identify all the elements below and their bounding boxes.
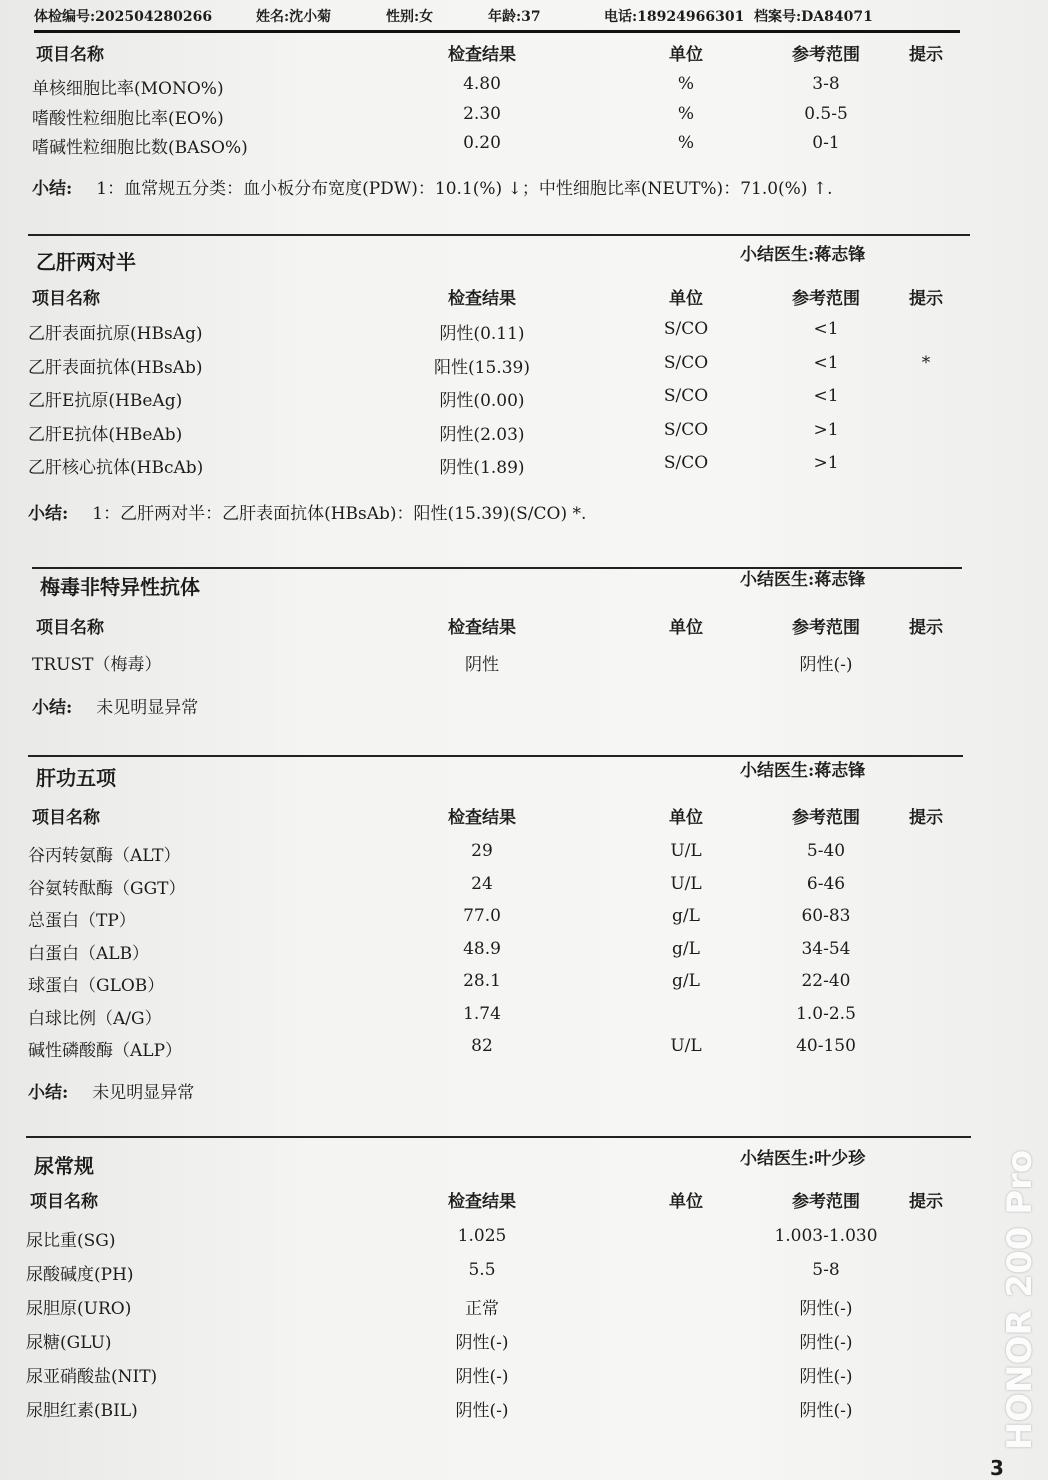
item-name: 单核细胞比率(MONO%) (32, 79, 224, 99)
item-range: 0-1 (812, 133, 840, 153)
item-name: 乙肝核心抗体(HBcAb) (28, 458, 204, 478)
item-range: 22-40 (801, 971, 851, 991)
column-header-result: 检查结果 (448, 808, 516, 828)
item-unit: U/L (670, 841, 702, 861)
item-result: 0.20 (463, 133, 501, 153)
camera-watermark: HONOR 200 Pro (1000, 1149, 1040, 1451)
column-header-range: 参考范围 (792, 1192, 860, 1212)
table-row (0, 1396, 1048, 1424)
section-summary (28, 499, 586, 524)
item-result: 1.74 (463, 1003, 501, 1024)
item-range: <1 (813, 319, 839, 339)
item-result: 阴性(0.11) (439, 324, 525, 344)
table-row (0, 906, 1048, 934)
summary-text: 未见明显异常 (92, 1083, 195, 1103)
column-header-result: 检查结果 (448, 618, 516, 638)
item-result: 阳性(15.39) (434, 357, 530, 378)
item-name: 乙肝表面抗原(HBsAg) (28, 324, 203, 344)
doctor-name: 蒋志锋 (814, 570, 866, 590)
item-range: 5-8 (812, 1260, 840, 1280)
doctor-label: 小结医生: (740, 245, 815, 265)
column-header-result: 检查结果 (448, 289, 516, 309)
item-result: 28.1 (463, 971, 501, 991)
item-name: 嗜碱性粒细胞比数(BASO%) (32, 138, 248, 158)
item-range: <1 (813, 386, 839, 406)
item-unit: S/CO (663, 319, 709, 339)
column-header-name: 项目名称 (30, 1192, 98, 1212)
doctor-label: 小结医生: (740, 570, 815, 590)
summary-doctor (740, 240, 865, 265)
column-header-name: 项目名称 (36, 618, 104, 638)
section-title: 梅毒非特异性抗体 (40, 575, 200, 599)
column-header-range: 参考范围 (792, 289, 860, 309)
item-name: 白球比例（A/G） (28, 1008, 162, 1029)
item-name: 尿胆红素(BIL) (26, 1401, 138, 1421)
item-unit: % (677, 133, 695, 153)
table-row (0, 841, 1048, 869)
item-name: 碱性磷酸酶（ALP） (28, 1041, 183, 1061)
item-range: 阴性(-) (799, 1401, 853, 1421)
item-range: >1 (813, 419, 839, 440)
patient-age: 年龄:37 (488, 9, 541, 25)
table-row (0, 319, 1048, 347)
summary-doctor (740, 1144, 865, 1169)
page-number: 3 (990, 1456, 1004, 1480)
item-range: 6-46 (806, 873, 846, 894)
column-header-range: 参考范围 (792, 618, 860, 638)
summary-label: 小结: (32, 698, 73, 718)
section-summary (28, 1078, 194, 1103)
table-row (0, 133, 1048, 161)
item-range: 阴性(-) (799, 1333, 853, 1353)
patient-sex: 性别:女 (386, 9, 434, 25)
summary-text: 未见明显异常 (96, 698, 199, 718)
column-header-range: 参考范围 (792, 45, 860, 65)
item-name: TRUST（梅毒） (32, 655, 162, 675)
item-result: 2.30 (463, 103, 501, 124)
column-header-unit: 单位 (669, 808, 703, 828)
item-result: 77.0 (463, 906, 501, 926)
table-row (0, 939, 1048, 967)
doctor-name: 蒋志锋 (814, 245, 866, 265)
table-row (0, 650, 1048, 678)
item-range: 40-150 (796, 1036, 856, 1056)
item-unit: S/CO (663, 352, 709, 373)
item-unit: S/CO (663, 453, 709, 473)
column-header-hint: 提示 (909, 289, 943, 309)
item-unit: U/L (670, 1036, 702, 1056)
table-row (0, 1004, 1048, 1032)
item-unit: U/L (670, 873, 702, 894)
column-header-hint: 提示 (909, 1192, 943, 1212)
item-range: 阴性(-) (799, 655, 853, 675)
item-name: 尿胆原(URO) (26, 1299, 132, 1319)
item-range: >1 (813, 453, 839, 473)
column-header-result: 检查结果 (448, 45, 516, 65)
item-name: 乙肝E抗体(HBeAb) (28, 424, 183, 445)
table-row (0, 971, 1048, 999)
item-result: 1.025 (457, 1226, 507, 1246)
table-row (0, 386, 1048, 414)
item-unit: g/L (672, 938, 700, 959)
doctor-label: 小结医生: (740, 761, 815, 781)
item-result: 48.9 (463, 938, 501, 959)
item-result: 阴性(-) (455, 1401, 509, 1421)
item-name: 球蛋白（GLOB） (28, 976, 165, 996)
section-summary (32, 693, 198, 718)
item-range: 1.003-1.030 (774, 1226, 878, 1246)
item-name: 乙肝E抗原(HBeAg) (28, 391, 183, 411)
column-header-name: 项目名称 (32, 808, 100, 828)
exam-number: 体检编号:202504280266 (34, 9, 213, 25)
item-name: 总蛋白（TP） (28, 911, 136, 931)
item-unit: g/L (672, 971, 700, 991)
section-title: 尿常规 (34, 1154, 94, 1178)
item-result: 阴性(-) (455, 1333, 509, 1353)
item-range: 60-83 (801, 906, 851, 926)
table-row (0, 1226, 1048, 1254)
column-header-name: 项目名称 (36, 45, 104, 65)
item-name: 尿糖(GLU) (26, 1333, 112, 1353)
item-range: 0.5-5 (804, 103, 848, 124)
summary-doctor (740, 756, 865, 781)
item-result: 阴性(-) (455, 1367, 509, 1387)
table-row (0, 1362, 1048, 1390)
table-row (0, 1328, 1048, 1356)
item-unit: S/CO (663, 386, 709, 406)
table-row (0, 874, 1048, 902)
table-row (0, 74, 1048, 102)
item-result: 阴性(0.00) (439, 391, 525, 411)
item-result: 5.5 (468, 1260, 496, 1280)
table-row (0, 1036, 1048, 1064)
item-name: 尿酸碱度(PH) (26, 1265, 134, 1285)
table-row (0, 420, 1048, 448)
item-name: 谷丙转氨酶（ALT） (28, 846, 181, 866)
item-result: 4.80 (463, 74, 501, 94)
patient-phone: 电话:18924966301 (604, 9, 745, 25)
doctor-label: 小结医生: (740, 1149, 815, 1169)
item-hint: * (921, 352, 931, 373)
file-number: 档案号:DA84071 (754, 9, 873, 25)
item-result: 29 (471, 841, 493, 861)
item-result: 阴性 (465, 655, 499, 675)
column-header-name: 项目名称 (32, 289, 100, 309)
item-range: 5-40 (806, 841, 846, 861)
doctor-name: 叶少珍 (814, 1149, 866, 1169)
item-name: 乙肝表面抗体(HBsAb) (28, 357, 203, 378)
section-summary (32, 174, 833, 199)
table-row (0, 1294, 1048, 1322)
item-name: 谷氨转酞酶（GGT） (28, 878, 186, 899)
table-row (0, 353, 1048, 381)
item-name: 尿亚硝酸盐(NIT) (26, 1367, 158, 1387)
section-title: 肝功五项 (36, 766, 116, 790)
item-result: 阴性(1.89) (439, 458, 525, 478)
column-header-hint: 提示 (909, 45, 943, 65)
section-divider (26, 1136, 971, 1138)
table-row (0, 453, 1048, 481)
item-range: 3-8 (812, 74, 840, 94)
item-unit: % (677, 103, 695, 124)
item-result: 阴性(2.03) (439, 424, 525, 445)
item-unit: S/CO (663, 419, 709, 440)
section-title: 乙肝两对半 (36, 250, 136, 274)
header-divider (34, 30, 960, 33)
item-range: 34-54 (801, 938, 851, 959)
summary-label: 小结: (32, 179, 73, 199)
doctor-name: 蒋志锋 (814, 761, 866, 781)
item-range: 1.0-2.5 (796, 1003, 856, 1024)
section-divider (28, 234, 970, 236)
column-header-hint: 提示 (909, 808, 943, 828)
column-header-hint: 提示 (909, 618, 943, 638)
summary-doctor (740, 565, 865, 590)
summary-text: 1：血常规五分类：血小板分布宽度(PDW)：10.1(%) ↓；中性细胞比率(NEUT%)：71.0(%) ↑. (96, 179, 833, 199)
column-header-range: 参考范围 (792, 808, 860, 828)
table-row (0, 1260, 1048, 1288)
item-name: 白蛋白（ALB） (28, 943, 150, 964)
item-unit: % (677, 74, 695, 94)
column-header-unit: 单位 (669, 618, 703, 638)
column-header-unit: 单位 (669, 45, 703, 65)
item-result: 82 (471, 1036, 493, 1056)
patient-name: 姓名:沈小菊 (256, 9, 332, 25)
summary-label: 小结: (28, 504, 69, 524)
item-range: 阴性(-) (799, 1299, 853, 1319)
item-name: 尿比重(SG) (26, 1231, 116, 1251)
table-row (0, 104, 1048, 132)
item-range: 阴性(-) (799, 1367, 853, 1387)
column-header-result: 检查结果 (448, 1192, 516, 1212)
item-range: <1 (813, 352, 839, 373)
item-result: 24 (471, 873, 493, 894)
summary-label: 小结: (28, 1083, 69, 1103)
column-header-unit: 单位 (669, 289, 703, 309)
item-name: 嗜酸性粒细胞比率(EO%) (32, 108, 224, 129)
column-header-unit: 单位 (669, 1192, 703, 1212)
summary-text: 1：乙肝两对半：乙肝表面抗体(HBsAb)：阳性(15.39)(S/CO) *. (92, 504, 587, 524)
item-result: 正常 (465, 1299, 499, 1319)
item-unit: g/L (672, 906, 700, 926)
